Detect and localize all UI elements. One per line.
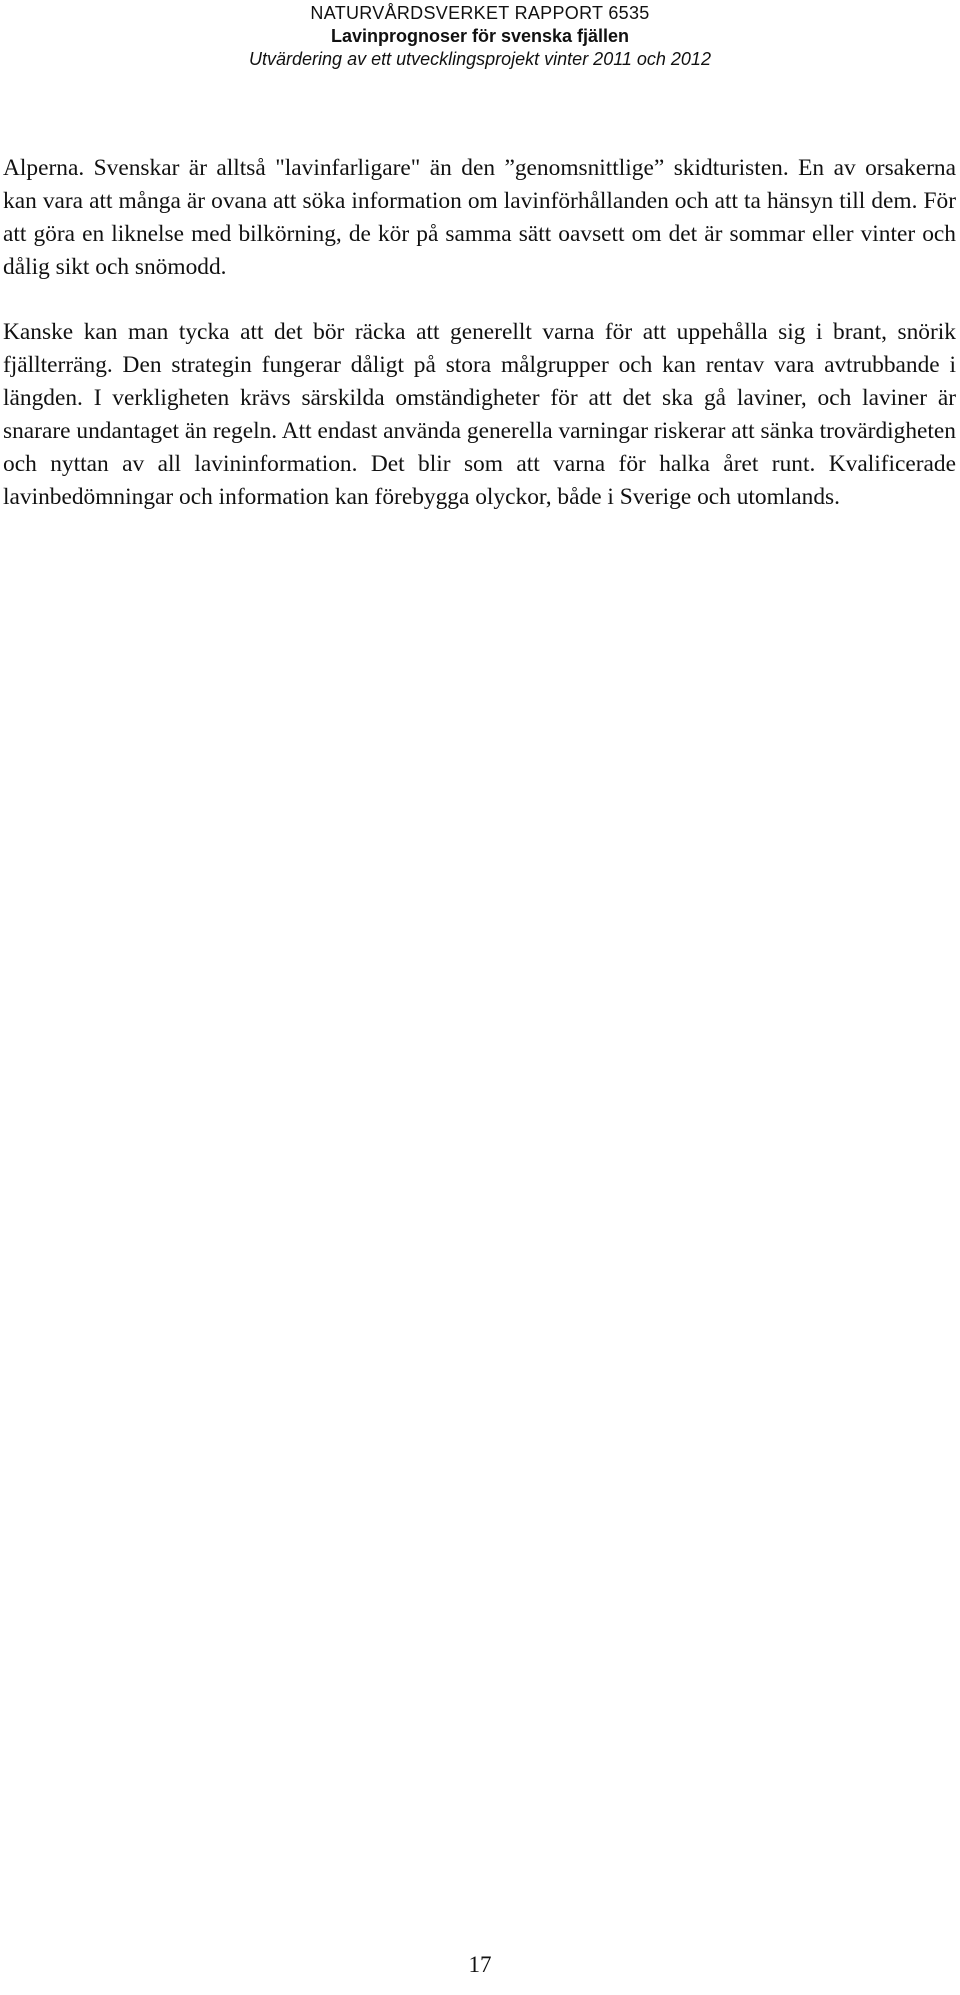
paragraph: Alperna. Svenskar är alltså "lavinfarligare" än den ”genomsnittlige” skidturisten. En av orsakerna kan vara att många är ovana att söka information om lavinförhållanden och att ta hänsyn till dem. För att göra en liknelse med bilkörning, de kör på samma sätt oavsett om det är sommar eller vinter och dålig sikt och snömodd. [3,155,956,280]
page-header [0,2,960,71]
paragraph: Kanske kan man tycka att det bör räcka att generellt varna för att uppehålla sig i brant, snörik fjällterräng. Den strategin fungerar dåligt på stora målgrupper och kan rentav vara avtrubbande i längden. I verkligheten krävs särskilda omständigheter för att det ska gå laviner, och laviner är snarare undantaget än regeln. Att endast använda generella varningar riskerar att sänka trovärdigheten och nyttan av all lavininformation. Det blir som att varna för halka året runt. Kvalificerade lavinbedömningar och information kan förebygga olyckor, både i Sverige och utomlands. [3,319,956,510]
page-number: 17 [468,1952,492,1977]
report-title: Lavinprognoser för svenska fjällen [330,26,630,46]
report-subtitle: Utvärdering av ett utvecklingsprojekt vinter 2011 och 2012 [249,49,711,69]
document-body [3,152,956,546]
report-number: NATURVÅRDSVERKET RAPPORT 6535 [310,3,650,23]
